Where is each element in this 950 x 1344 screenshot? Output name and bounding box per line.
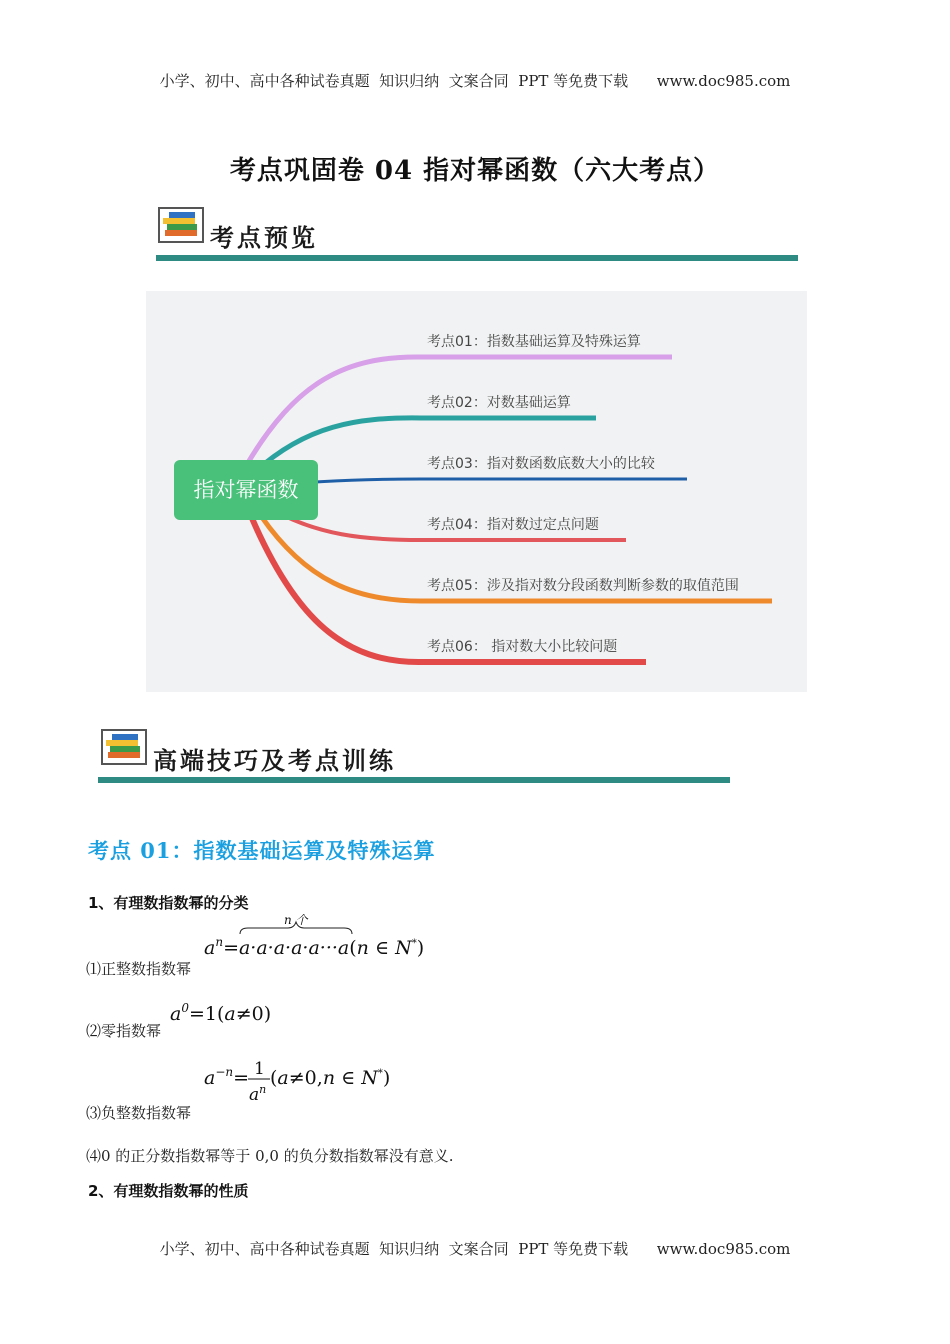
formula-positive-integer [204, 912, 444, 962]
branch-label-2: 考点02：对数基础运算 [427, 395, 571, 411]
svg-text:a−n=: $a^{-n}=$ [204, 1065, 250, 1089]
brace-label: n 个 [284, 913, 308, 927]
banner-training-label: 高端技巧及考点训练 [153, 747, 396, 775]
banner-preview-label: 考点预览 [210, 224, 318, 252]
branch-label-4: 考点04：指对数过定点问题 [427, 517, 599, 533]
item-zero: ⑵零指数幂 [86, 1022, 162, 1040]
books-icon [100, 728, 148, 766]
page-title: 考点巩固卷 04 指对幂函数（六大考点） [229, 156, 721, 186]
item-positive-integer: ⑴正整数指数幂 [86, 960, 192, 978]
banner-preview [157, 206, 205, 248]
svg-text:1: 1 [254, 1059, 265, 1079]
branch-label-5: 考点05：涉及指对数分段函数判断参数的取值范围 [427, 578, 739, 594]
banner-training [100, 728, 148, 770]
svg-text:(a≠0,n ∈ N*): (a≠0,n ∈ N*) [270, 1067, 391, 1089]
banner-training-bar [98, 777, 730, 783]
subheading-classification: 1、有理数指数幂的分类 [88, 894, 249, 912]
item-negative-integer: ⑶负整数指数幂 [86, 1104, 192, 1122]
svg-text:a0=1(a≠0): $a^0=1(a\ne 0)$ [170, 1001, 272, 1025]
svg-text:an=a·a·a·a·a···a(n ∈ N*): $a^n=a\cdot a\cdot a\cdot a\cdot a\cdot\cdot\cdot a(n$ ∈ N*) [204, 935, 425, 959]
item-fraction-exponent-note: ⑷0 的正分数指数幂等于 0,0 的负分数指数幂没有意义. [86, 1147, 454, 1165]
page-header: 小学、初中、高中各种试卷真题 知识归纳 文案合同 PPT 等免费下载 www.doc985.com [159, 72, 791, 90]
branch-label-1: 考点01：指数基础运算及特殊运算 [427, 334, 641, 350]
banner-preview-bar [156, 255, 798, 261]
subheading-properties: 2、有理数指数幂的性质 [88, 1182, 249, 1200]
formula-zero [170, 996, 310, 1030]
branch-label-3: 考点03：指对数函数底数大小的比较 [427, 456, 655, 472]
mindmap-root: 指对幂函数 [174, 460, 318, 520]
branch-line-3 [266, 479, 687, 486]
section-title: 考点 01：指数基础运算及特殊运算 [88, 838, 436, 863]
page-footer: 小学、初中、高中各种试卷真题 知识归纳 文案合同 PPT 等免费下载 www.doc985.com [159, 1240, 791, 1258]
branch-label-6: 考点06： 指对数大小比较问题 [427, 639, 618, 655]
svg-text:an: $a^n$ [249, 1083, 267, 1105]
books-icon [157, 206, 205, 244]
formula-negative-integer [204, 1056, 404, 1106]
